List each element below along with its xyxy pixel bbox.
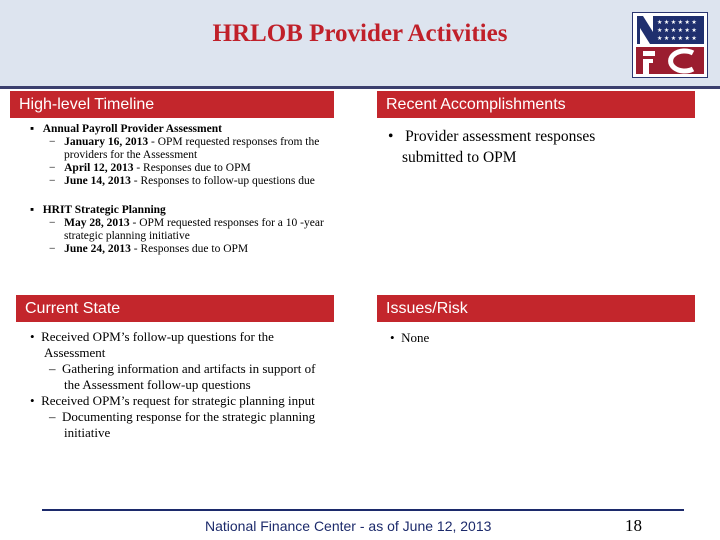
svg-text:★ ★ ★ ★ ★ ★: ★ ★ ★ ★ ★ ★	[657, 28, 697, 34]
timeline-header: High-level Timeline	[10, 91, 334, 118]
page-number: 18	[625, 516, 642, 535]
timeline-item-label: Annual Payroll Provider Assessment	[42, 123, 222, 135]
slide-title: HRLOB Provider Activities	[212, 20, 508, 47]
svg-text:★ ★ ★ ★ ★ ★: ★ ★ ★ ★ ★ ★	[657, 20, 697, 26]
accomplishments-header: Recent Accomplishments	[377, 91, 695, 118]
header-divider	[0, 86, 720, 89]
accomplishments-list: • Provider assessment responses submitted to OPM	[388, 128, 596, 166]
timeline-list: ▪ Annual Payroll Provider Assessment − January 16, 2013 - OPM requested responses from the providers for the Assessment − April 12, 2013 - Responses due to OPM − June 14, 2013 - Responses to follow-up questions due ▪ HRIT Strategic Planning − May 28, 2013 - OPM requested responses for a 10 -year strategic planning initiative − June 24, 2013 - Responses due to OPM	[30, 123, 324, 255]
current-state-header: Current State	[16, 295, 334, 322]
nfc-logo	[632, 12, 708, 78]
issues-list: • None	[390, 330, 430, 345]
footer-divider	[42, 509, 684, 511]
footer-text: National Finance Center - as of June 12, 2013	[205, 518, 492, 534]
issues-header: Issues/Risk	[377, 295, 695, 322]
timeline-item-label: HRIT Strategic Planning	[42, 204, 166, 216]
svg-text:★ ★ ★ ★ ★ ★: ★ ★ ★ ★ ★ ★	[657, 36, 697, 42]
current-state-list: • Received OPM’s follow-up questions for the Assessment – Gathering information and artifacts in support of the Assessment follow-up questions • Received OPM’s request for strategic planning input – Documenting response for the strategic planning initiative	[30, 329, 316, 440]
